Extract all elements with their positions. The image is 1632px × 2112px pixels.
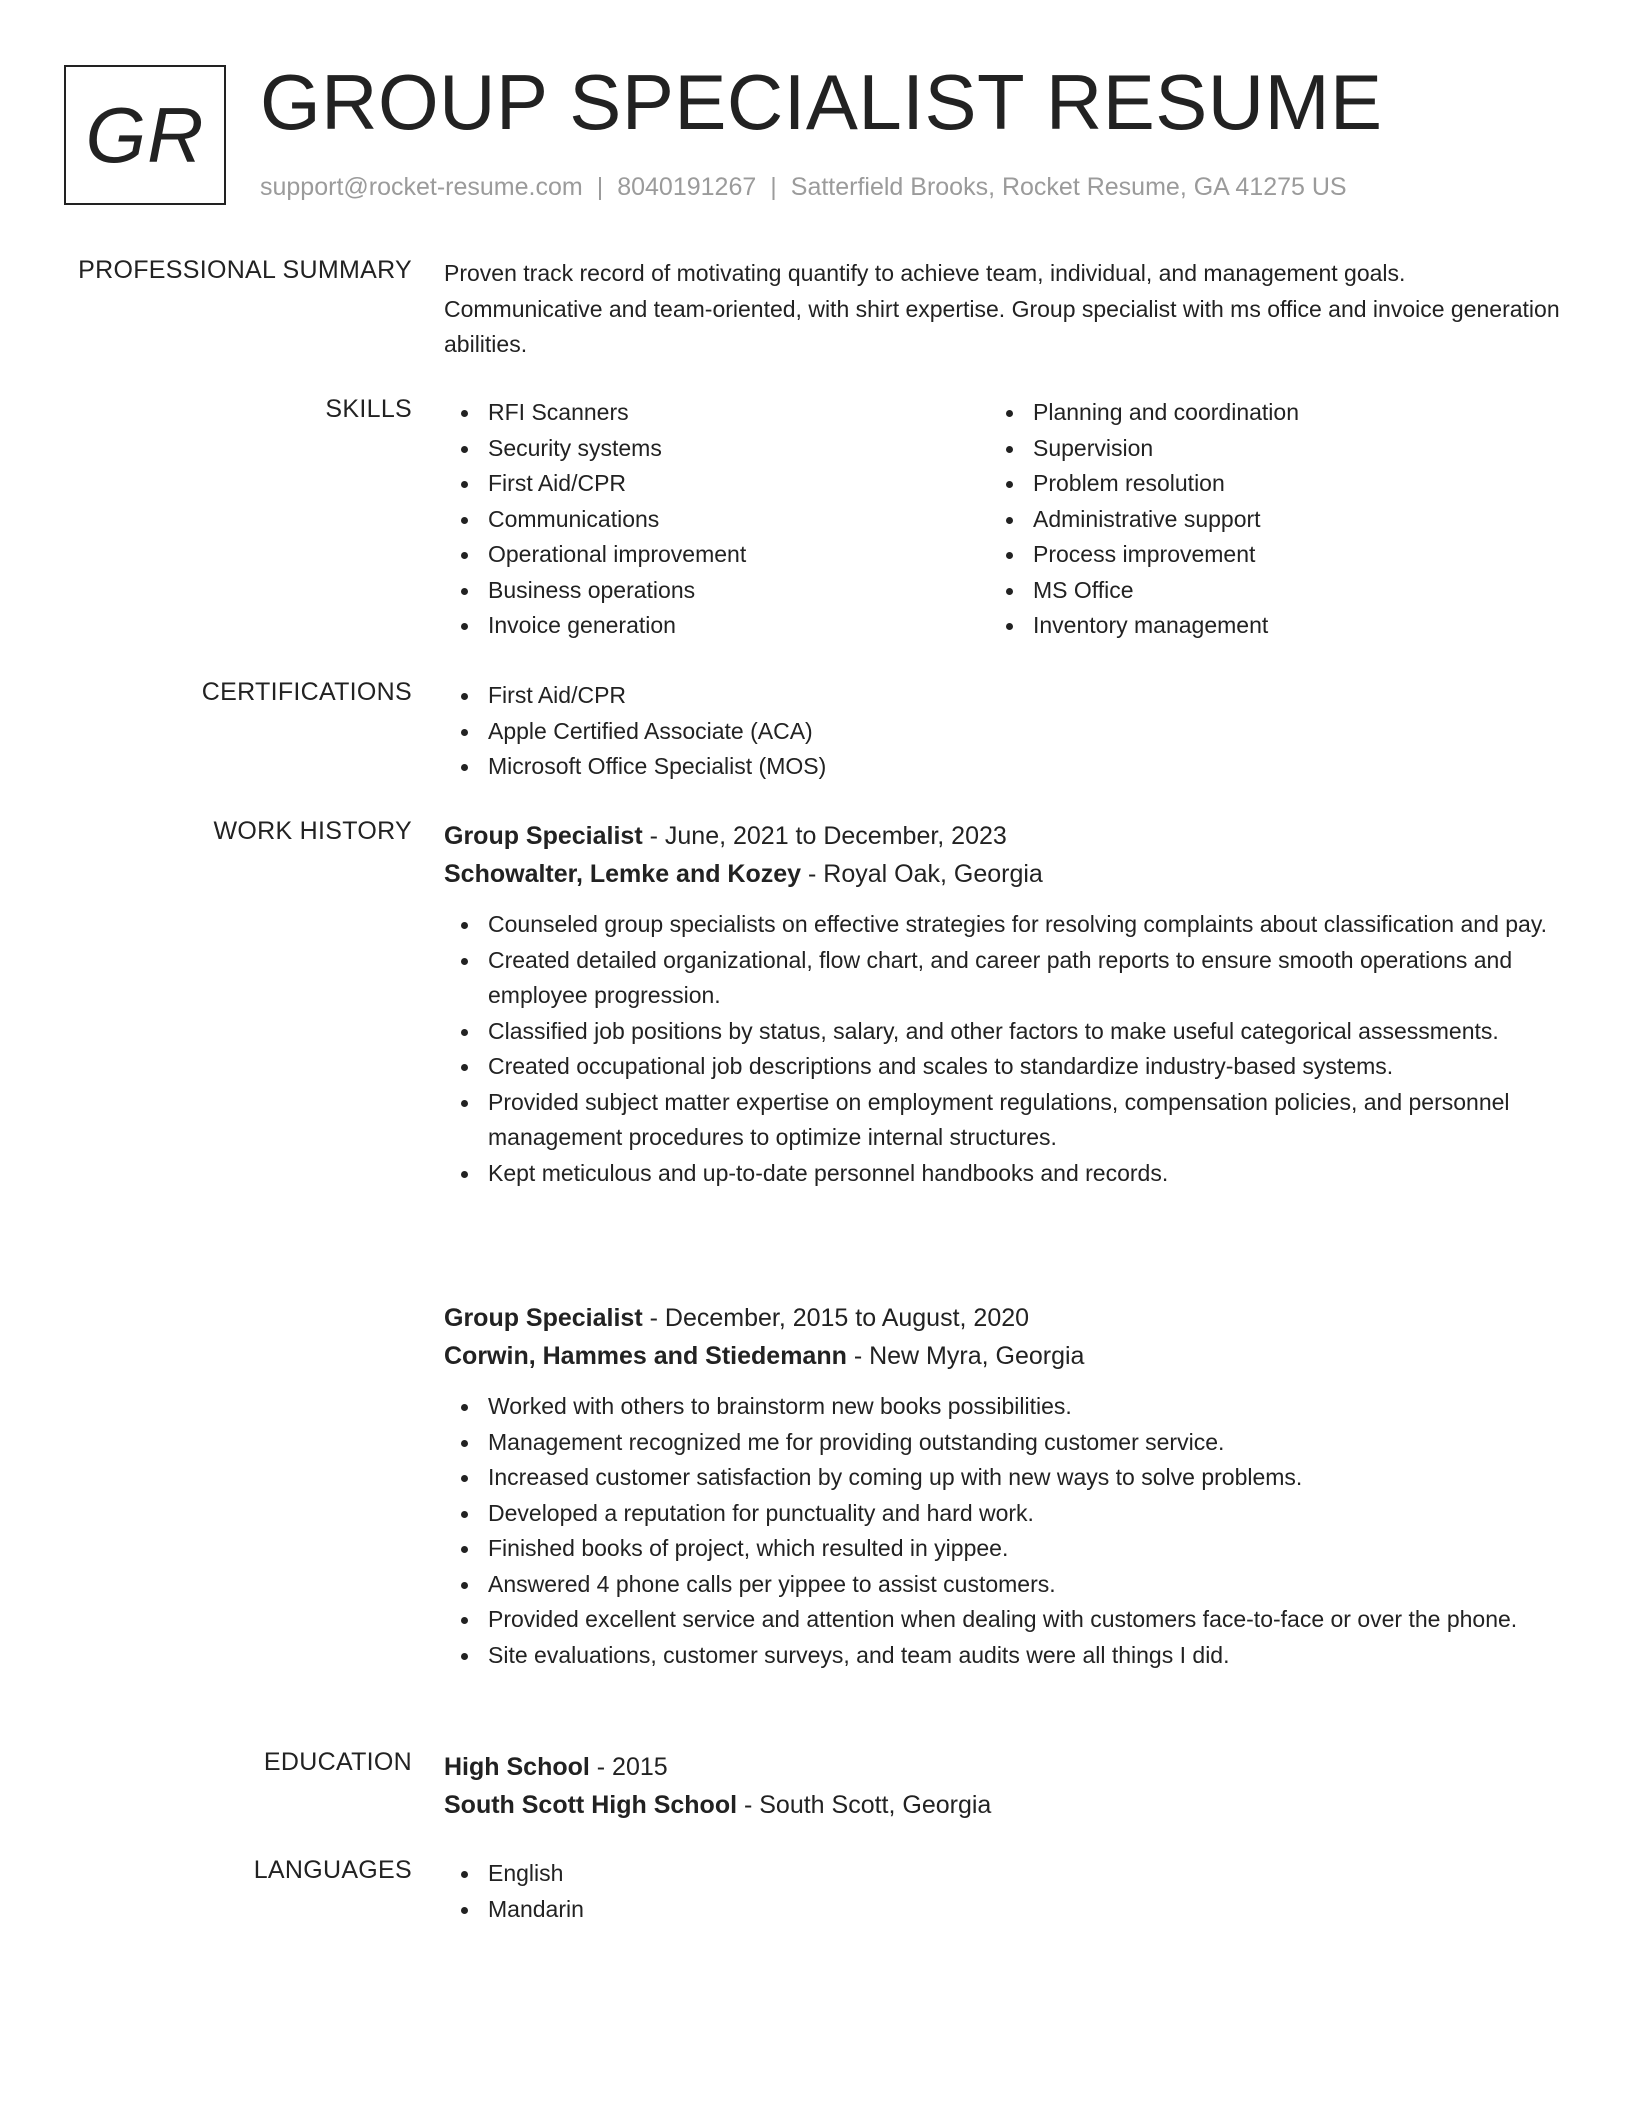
- skill-item: Problem resolution: [989, 466, 1534, 502]
- skill-item: RFI Scanners: [444, 395, 989, 431]
- skill-item: Invoice generation: [444, 608, 989, 644]
- job-company-line: [444, 1337, 1564, 1375]
- job-location: - Royal Oak, Georgia: [801, 860, 1043, 888]
- languages-list: [444, 1856, 1564, 1927]
- job-entry: [444, 1299, 1564, 1673]
- education-location: - South Scott, Georgia: [737, 1791, 992, 1819]
- contact-line: [260, 173, 1347, 202]
- section-label-languages: LANGUAGES: [253, 1856, 412, 1884]
- language-item: English: [444, 1856, 1564, 1892]
- job-bullet: Developed a reputation for punctuality and hard work.: [444, 1496, 1564, 1532]
- section-label-education: EDUCATION: [263, 1748, 412, 1776]
- section-label-summary: PROFESSIONAL SUMMARY: [78, 256, 412, 284]
- skill-item: Process improvement: [989, 537, 1534, 573]
- job-title-line: [444, 817, 1564, 855]
- contact-address: Satterfield Brooks, Rocket Resume, GA 41275 US: [790, 173, 1347, 201]
- job-bullet: Kept meticulous and up-to-date personnel handbooks and records.: [444, 1156, 1564, 1192]
- certification-item: Microsoft Office Specialist (MOS): [444, 749, 1564, 785]
- job-company-line: [444, 855, 1564, 893]
- skill-item: Operational improvement: [444, 537, 989, 573]
- job-bullet: Increased customer satisfaction by coming up with new ways to solve problems.: [444, 1460, 1564, 1496]
- skill-item: Inventory management: [989, 608, 1534, 644]
- skill-item: Supervision: [989, 431, 1534, 467]
- skills-list-left: [444, 395, 989, 644]
- skills-list-right: [989, 395, 1534, 644]
- skill-item: Administrative support: [989, 502, 1534, 538]
- education-school-line: [444, 1786, 1564, 1824]
- contact-phone[interactable]: 8040191267: [617, 173, 757, 201]
- job-title-line: [444, 1299, 1564, 1337]
- job-company: Schowalter, Lemke and Kozey: [444, 860, 802, 888]
- job-bullet: Worked with others to brainstorm new books possibilities.: [444, 1389, 1564, 1425]
- contact-separator: |: [596, 173, 604, 201]
- resume-header: [64, 58, 1564, 215]
- job-title: Group Specialist: [444, 1304, 643, 1332]
- job-dates: - June, 2021 to December, 2023: [642, 822, 1007, 850]
- job-company: Corwin, Hammes and Stiedemann: [444, 1342, 847, 1370]
- job-bullet: Answered 4 phone calls per yippee to assist customers.: [444, 1567, 1564, 1603]
- skill-item: MS Office: [989, 573, 1534, 609]
- job-location: - New Myra, Georgia: [846, 1342, 1085, 1370]
- job-bullet: Provided excellent service and attention when dealing with customers face-to-face or over the phone.: [444, 1602, 1564, 1638]
- job-bullet: Created occupational job descriptions and scales to standardize industry-based systems.: [444, 1049, 1564, 1085]
- job-dates: - December, 2015 to August, 2020: [642, 1304, 1030, 1332]
- education-degree-line: [444, 1748, 1564, 1786]
- certifications-list: [444, 678, 1564, 785]
- language-item: Mandarin: [444, 1892, 1564, 1928]
- contact-separator: |: [770, 173, 777, 201]
- skill-item: Business operations: [444, 573, 989, 609]
- section-label-certifications: CERTIFICATIONS: [201, 678, 412, 706]
- section-label-work-history: WORK HISTORY: [213, 817, 412, 845]
- job-bullet: Management recognized me for providing outstanding customer service.: [444, 1425, 1564, 1461]
- section-label-skills: SKILLS: [325, 395, 412, 423]
- job-bullet: Site evaluations, customer surveys, and team audits were all things I did.: [444, 1638, 1564, 1674]
- job-bullet: Finished books of project, which resulted in yippee.: [444, 1531, 1564, 1567]
- job-bullet-list: [444, 1389, 1564, 1673]
- job-bullet: Created detailed organizational, flow chart, and career path reports to ensure smooth operations and employee progression.: [444, 943, 1564, 1014]
- monogram-box: GR: [64, 65, 226, 205]
- job-entry: [444, 817, 1564, 1191]
- job-bullet-list: [444, 907, 1564, 1191]
- resume-title: GROUP SPECIALIST RESUME: [260, 58, 1383, 146]
- job-bullet: Counseled group specialists on effective strategies for resolving complaints about classification and pay.: [444, 907, 1564, 943]
- skill-item: Communications: [444, 502, 989, 538]
- summary-text: Proven track record of motivating quantify to achieve team, individual, and management goals. Communicative and team-oriented, with shirt expertise. Group specialist with ms office and invoice generation abilities.: [444, 260, 1560, 357]
- contact-email[interactable]: support@rocket-resume.com: [260, 173, 583, 201]
- certification-item: Apple Certified Associate (ACA): [444, 714, 1564, 750]
- education-year: - 2015: [589, 1753, 668, 1781]
- job-title: Group Specialist: [444, 822, 643, 850]
- certification-item: First Aid/CPR: [444, 678, 1564, 714]
- skill-item: First Aid/CPR: [444, 466, 989, 502]
- skill-item: Security systems: [444, 431, 989, 467]
- skill-item: Planning and coordination: [989, 395, 1534, 431]
- job-bullet: Provided subject matter expertise on employment regulations, compensation policies, and personnel management procedures to optimize internal structures.: [444, 1085, 1564, 1156]
- job-bullet: Classified job positions by status, salary, and other factors to make useful categorical assessments.: [444, 1014, 1564, 1050]
- education-degree: High School: [444, 1753, 590, 1781]
- education-school: South Scott High School: [444, 1791, 738, 1819]
